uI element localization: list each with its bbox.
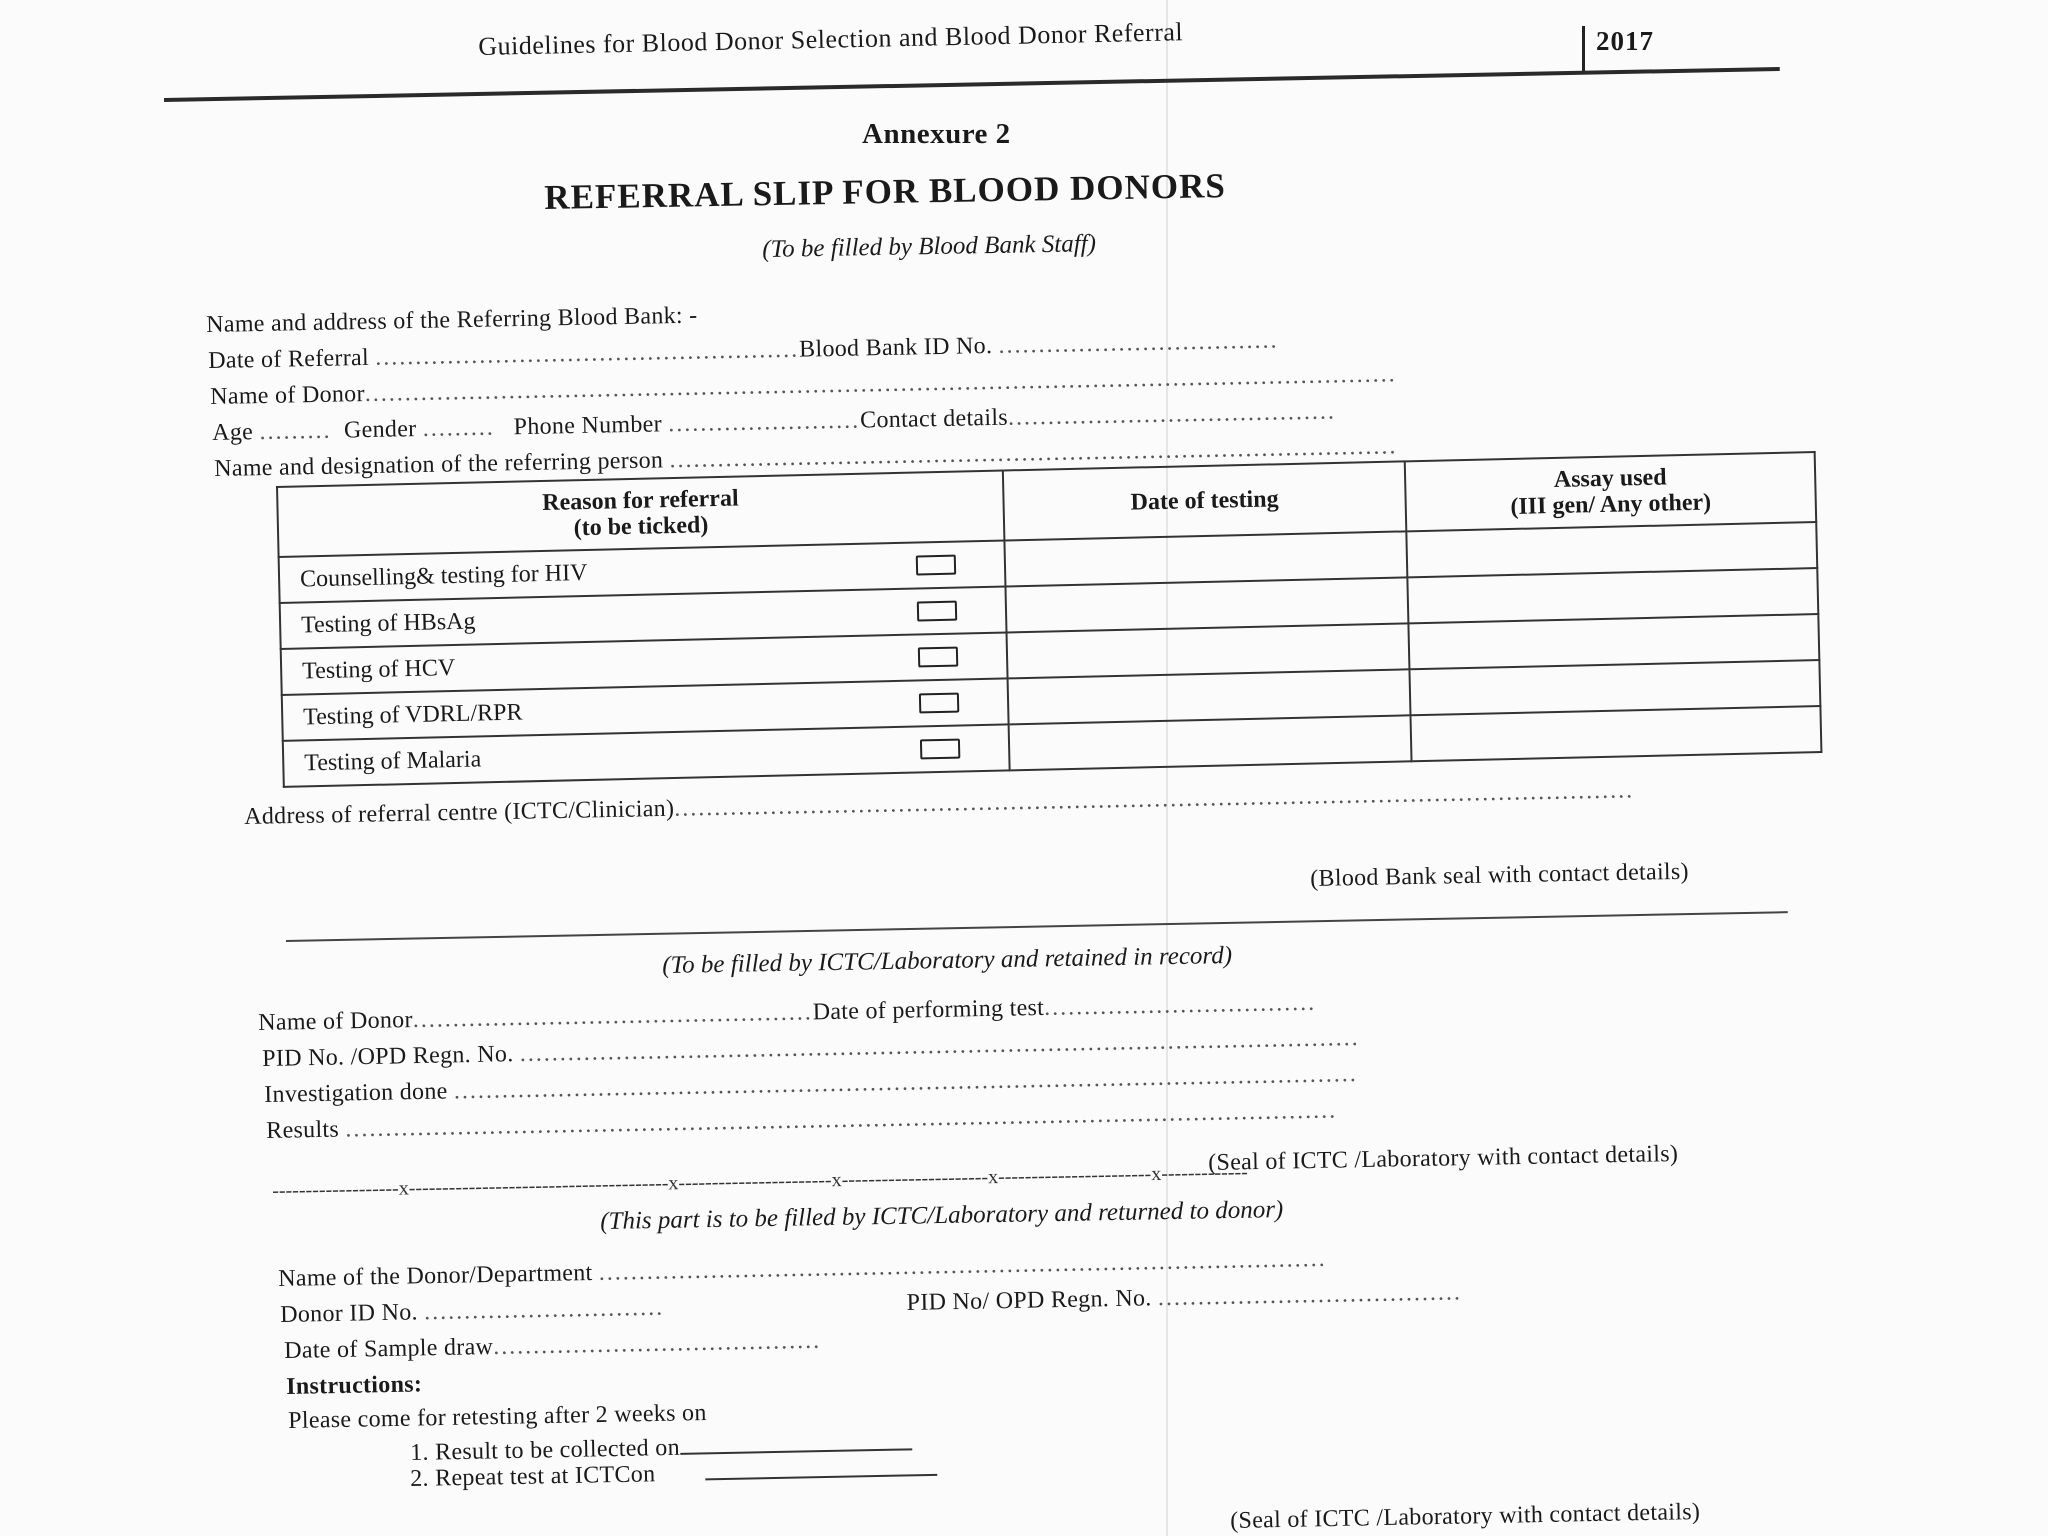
s2-pid-field: PID No. /OPD Regn. No. ......................................................................................................... — [262, 1024, 1360, 1072]
s2-seal-note: (Seal of ICTC /Laboratory with contact details) — [1208, 1140, 1679, 1176]
referring-bank-field — [206, 303, 698, 339]
reason-hiv: Counselling& testing for HIV — [299, 559, 588, 592]
checkbox-hiv[interactable] — [916, 555, 956, 576]
s2-results-field: Results ............................................................................................................................ — [266, 1097, 1338, 1144]
annexure-label: Annexure 2 — [862, 118, 1011, 150]
section-divider — [286, 911, 1788, 942]
reason-column-header: Reason for referral (to be ticked) — [277, 471, 1004, 557]
section1-instruction: (To be filled by Blood Bank Staff) — [762, 230, 1097, 263]
document-header-title: Guidelines for Blood Donor Selection and Blood Donor Referral — [478, 17, 1184, 61]
slip-title: REFERRAL SLIP FOR BLOOD DONORS — [544, 166, 1227, 217]
document-year: 2017 — [1596, 26, 1654, 56]
date-cell-malaria[interactable] — [1009, 715, 1412, 770]
referral-centre-label: Address of referral centre (ICTC/Clinician) — [244, 795, 675, 830]
s2-donor-name-field: Name of Donor..................................................Date of performing test.................................. — [258, 989, 1317, 1036]
referral-centre-field: Address of referral centre (ICTC/Clinician)........................................................................................................................ — [244, 777, 1635, 830]
reason-hcv: Testing of HCV — [301, 654, 456, 684]
s2-investigation-field: Investigation done ................................................................................................................. — [264, 1061, 1358, 1108]
blood-bank-seal-note: (Blood Bank seal with contact details) — [1310, 858, 1690, 892]
section2-instruction: (To be filled by ICTC/Laboratory and retained in record) — [662, 942, 1233, 979]
contact-label: Contact details — [859, 404, 1009, 434]
assay-column-header: Assay used (III gen/ Any other) — [1405, 452, 1816, 531]
date-of-referral-field: Date of Referral .....................................................Blood Bank ID No. ................................... — [208, 327, 1279, 374]
referral-reason-table — [276, 451, 1822, 782]
s3-item-result: 1. Result to be collected on — [410, 1430, 912, 1467]
referring-person-label: Name and designation of the referring person — [214, 447, 664, 482]
checkbox-malaria[interactable] — [920, 739, 960, 760]
assay-cell-malaria[interactable] — [1410, 706, 1821, 761]
phone-label: Phone Number — [513, 411, 663, 441]
s2-investigation-label: Investigation done — [264, 1078, 448, 1108]
s3-donor-id-label: Donor ID No. — [280, 1299, 419, 1328]
checkbox-hbsag[interactable] — [917, 601, 957, 622]
date-of-referral-label: Date of Referral — [208, 344, 370, 374]
gender-label: Gender — [343, 416, 417, 444]
s3-sample-date-label: Date of Sample draw — [284, 1333, 494, 1364]
referring-bank-label: Name and address of the Referring Blood Bank: - — [206, 302, 698, 338]
section3-instruction: (This part is to be filled by ICTC/Laboratory and returned to donor) — [600, 1196, 1284, 1235]
reason-hbsag: Testing of HBsAg — [300, 608, 476, 638]
s3-name-dept-field: Name of the Donor/Department ........................................................................................... — [278, 1245, 1327, 1292]
header-separator — [1582, 26, 1585, 72]
checkbox-hcv[interactable] — [918, 647, 958, 668]
s2-results-label: Results — [266, 1116, 340, 1144]
checkbox-vdrl[interactable] — [919, 693, 959, 714]
donor-name-field: Name of Donor................................................................................................................................. — [210, 361, 1397, 410]
s2-date-test-label: Date of performing test — [812, 994, 1045, 1026]
date-column-header: Date of testing — [1003, 461, 1406, 540]
s3-name-dept-label: Name of the Donor/Department — [278, 1259, 593, 1292]
s3-donor-id-field: Donor ID No. .............................. PID No/ OPD Regn. No. ...................................... — [280, 1279, 1463, 1328]
s3-item-repeat: 2. Repeat test at ICTCon — [410, 1456, 938, 1493]
s2-donor-name-label: Name of Donor — [258, 1007, 414, 1036]
header-rule — [164, 67, 1780, 102]
age-label: Age — [212, 419, 254, 446]
s3-pid-label: PID No/ OPD Regn. No. — [906, 1285, 1152, 1316]
referring-person-field: Name and designation of the referring person ........................................................................................... — [214, 433, 1398, 482]
reason-vdrl: Testing of VDRL/RPR — [302, 698, 523, 730]
repeat-test-blank[interactable] — [705, 1474, 937, 1480]
result-date-blank[interactable] — [680, 1448, 912, 1454]
reason-malaria: Testing of Malaria — [303, 745, 482, 776]
blood-bank-id-label: Blood Bank ID No. — [798, 332, 993, 363]
s2-pid-label: PID No. /OPD Regn. No. — [262, 1041, 514, 1072]
s3-sample-date-field: Date of Sample draw......................................... — [284, 1327, 822, 1364]
donor-name-label: Name of Donor — [210, 381, 366, 410]
s3-instructions-text: Please come for retesting after 2 weeks on — [288, 1399, 707, 1434]
tear-off-line: -------------------x---------------------------------------x-----------------------x----------------------x-----------------------x------------- — [272, 1161, 1249, 1202]
age-gender-phone-field: Age ......... Gender ......... Phone Number ........................Contact details......................................... — [212, 398, 1337, 446]
s3-seal-note: (Seal of ICTC /Laboratory with contact details) — [1230, 1498, 1701, 1534]
s3-instructions-label: Instructions: — [286, 1371, 423, 1400]
